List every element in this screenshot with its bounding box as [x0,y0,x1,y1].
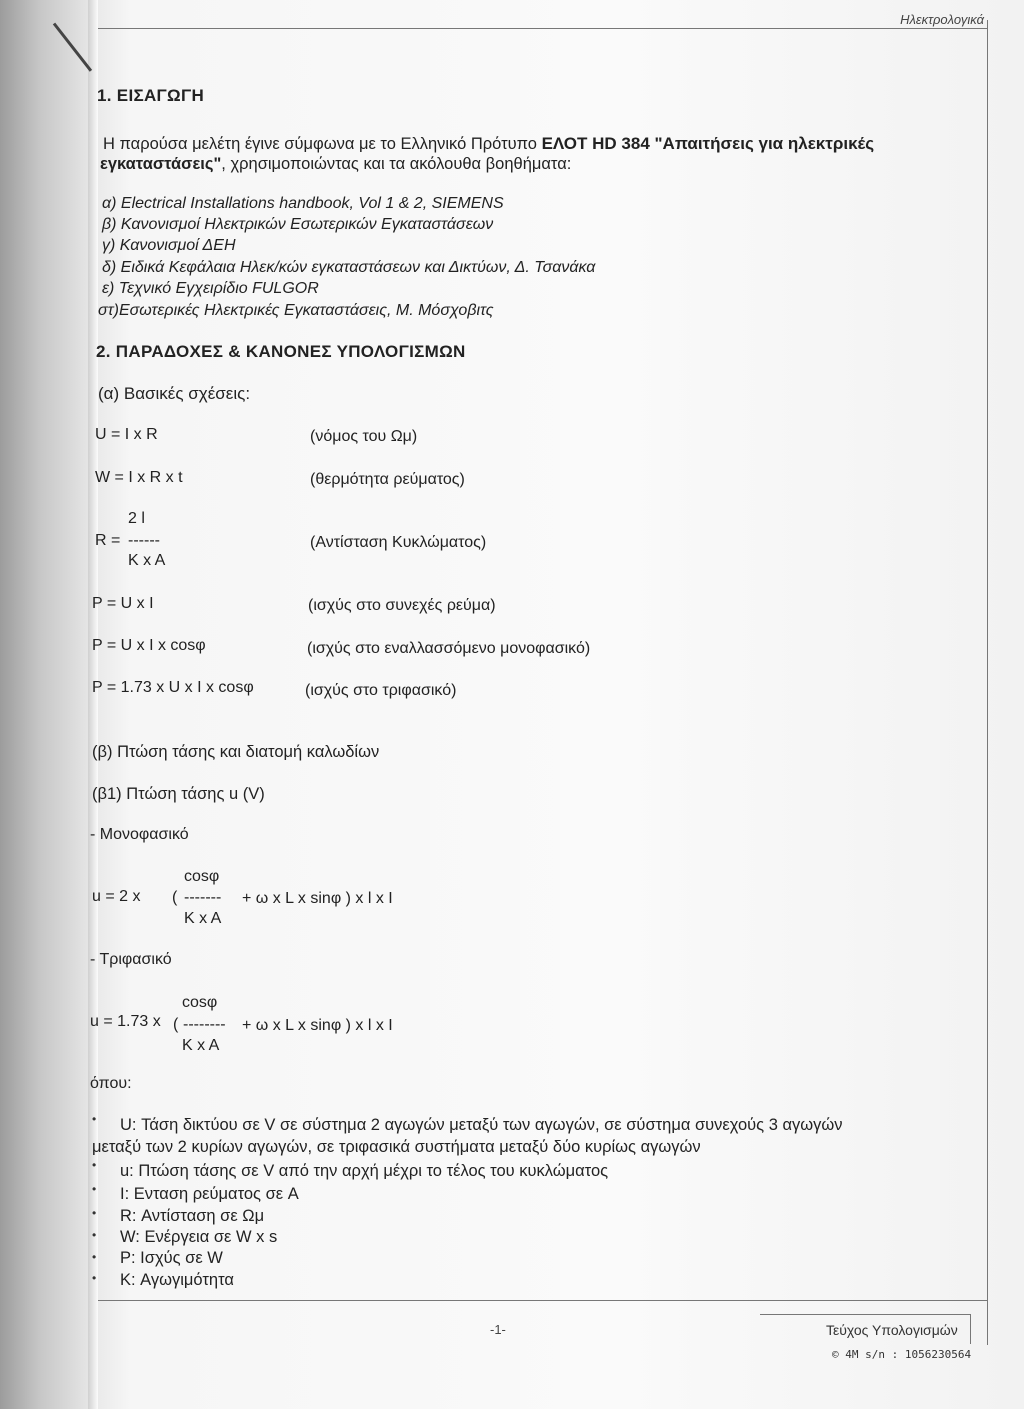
page-number: -1- [490,1322,506,1337]
formula-resistance-desc: (Αντίσταση Κυκλώματος) [310,534,487,551]
bullet-mark: • [92,1271,97,1285]
bullet-mark: • [92,1112,97,1126]
formula-heat-desc: (θερμότητα ρεύματος) [310,471,465,488]
definition-I: I: Ενταση ρεύματος σε A [120,1185,299,1203]
three-phase-denominator: K x A [182,1037,220,1054]
intro-line-1-text: Η παρούσα μελέτη έγινε σύμφωνα με το Ελληνικό Πρότυπο [103,135,537,153]
footer-box-side [970,1314,971,1344]
single-phase-numerator: cosφ [184,868,220,885]
right-frame-rule [987,20,988,1345]
formula-ohm: U = I x R [95,426,158,443]
reference-item: α) Electrical Installations handbook, Vol 1 & 2, SIEMENS [102,195,504,212]
resistance-fraction-bar: ------ [128,532,160,549]
serial-number: © 4M s/n : 1056230564 [832,1348,972,1361]
formula-dc-power-desc: (ισχύς στο συνεχές ρεύμα) [308,597,496,614]
formula-heat: W = I x R x t [95,469,183,486]
definition-U-cont: μεταξύ των 2 κυρίων αγωγών, σε τριφασικά συστήματα μεταξύ δύο κυρίως αγωγών [92,1138,701,1156]
single-phase-lhs: u = 2 x [92,888,141,905]
bullet-mark: • [92,1250,97,1264]
single-phase-open-paren: ( [172,889,178,906]
footer-rule [98,1300,988,1301]
definition-U: U: Τάση δικτύου σε V σε σύστημα 2 αγωγών μεταξύ των αγωγών, σε σύστημα συνεχούς 3 αγωγών [120,1116,843,1134]
footer-document-title: Τεύχος Υπολογισμών [826,1322,958,1338]
single-phase-label: - Μονοφασικό [90,826,189,843]
intro-line-2 [100,154,571,175]
bullet-mark: • [92,1158,97,1172]
reference-item: ε) Τεχνικό Εγχειρίδιο FULGOR [102,280,319,297]
definition-W: W: Ενέργεια σε W x s [120,1228,278,1246]
formula-three-phase-desc: (ισχύς στο τριφασικό) [305,682,457,699]
bullet-mark: • [92,1182,97,1196]
subsection-b1-heading: (β1) Πτώση τάσης u (V) [92,785,265,803]
definition-K: K: Αγωγιμότητα [120,1271,234,1289]
subsection-a-heading: (α) Βασικές σχέσεις: [98,384,251,403]
bullet-mark: • [92,1206,97,1220]
three-phase-numerator: cosφ [182,994,218,1011]
formula-dc-power: P = U x I [92,595,154,612]
bullet-mark: • [92,1228,97,1242]
where-label: όπου: [90,1075,132,1092]
reference-item: στ)Εσωτερικές Ηλεκτρικές Εγκαταστάσεις, Μ. Μόσχοβιτς [98,302,494,319]
reference-item: β) Κανονισμοί Ηλεκτρικών Εσωτερικών Εγκαταστάσεων [102,216,494,233]
reference-item: δ) Ειδικά Κεφάλαια Ηλεκ/κών εγκαταστάσεων και Δικτύων, Δ. Τσανάκα [102,259,596,276]
intro-line-1 [103,133,874,155]
resistance-denominator: K x A [128,552,166,569]
page-fold-shadow [88,0,98,1409]
formula-ac-single-phase: P = U x I x cosφ [92,637,206,654]
header-title: Ηλεκτρολογικά [900,12,984,27]
definition-u: u: Πτώση τάσης σε V από την αρχή μέχρι το τέλος του κυκλώματος [120,1162,609,1180]
section-2-heading: 2. ΠΑΡΑΔΟΧΕΣ & ΚΑΝΟΝΕΣ ΥΠΟΛΟΓΙΣΜΩΝ [96,342,466,361]
intro-line-2-text: , χρησιμοποιώντας και τα ακόλουθα βοηθήματα: [221,155,572,173]
formula-ac-single-phase-desc: (ισχύς στο εναλλασσόμενο μονοφασικό) [307,640,591,657]
subsection-b-heading: (β) Πτώση τάσης και διατομή καλωδίων [92,743,380,761]
footer-box-rule [760,1314,970,1315]
single-phase-fraction-bar: ------- [184,889,222,906]
formula-ohm-desc: (νόμος του Ωμ) [310,428,418,445]
three-phase-lhs: u = 1.73 x [90,1013,161,1030]
three-phase-fraction-bar: -------- [183,1016,226,1033]
formula-three-phase: P = 1.73 x U x I x cosφ [92,679,254,696]
resistance-lhs: R = [95,532,121,549]
reference-item: γ) Κανονισμοί ΔΕΗ [102,237,236,254]
intro-standard-name-cont: εγκαταστάσεις" [100,155,222,173]
definition-R: R: Αντίσταση σε Ωμ [120,1207,265,1225]
single-phase-rest: + ω x L x sinφ ) x l x I [242,890,393,907]
header-rule [98,28,988,29]
section-1-heading: 1. ΕΙΣΑΓΩΓΗ [97,86,205,105]
single-phase-denominator: K x A [184,910,222,927]
intro-standard-name: ΕΛΟΤ HD 384 "Απαιτήσεις για ηλεκτρικές [541,134,875,153]
definition-P: P: Ισχύς σε W [120,1249,223,1267]
three-phase-label: - Τριφασικό [90,951,172,968]
three-phase-rest: + ω x L x sinφ ) x l x I [242,1017,393,1034]
resistance-numerator: 2 l [128,510,145,527]
three-phase-open-paren: ( [173,1016,179,1033]
